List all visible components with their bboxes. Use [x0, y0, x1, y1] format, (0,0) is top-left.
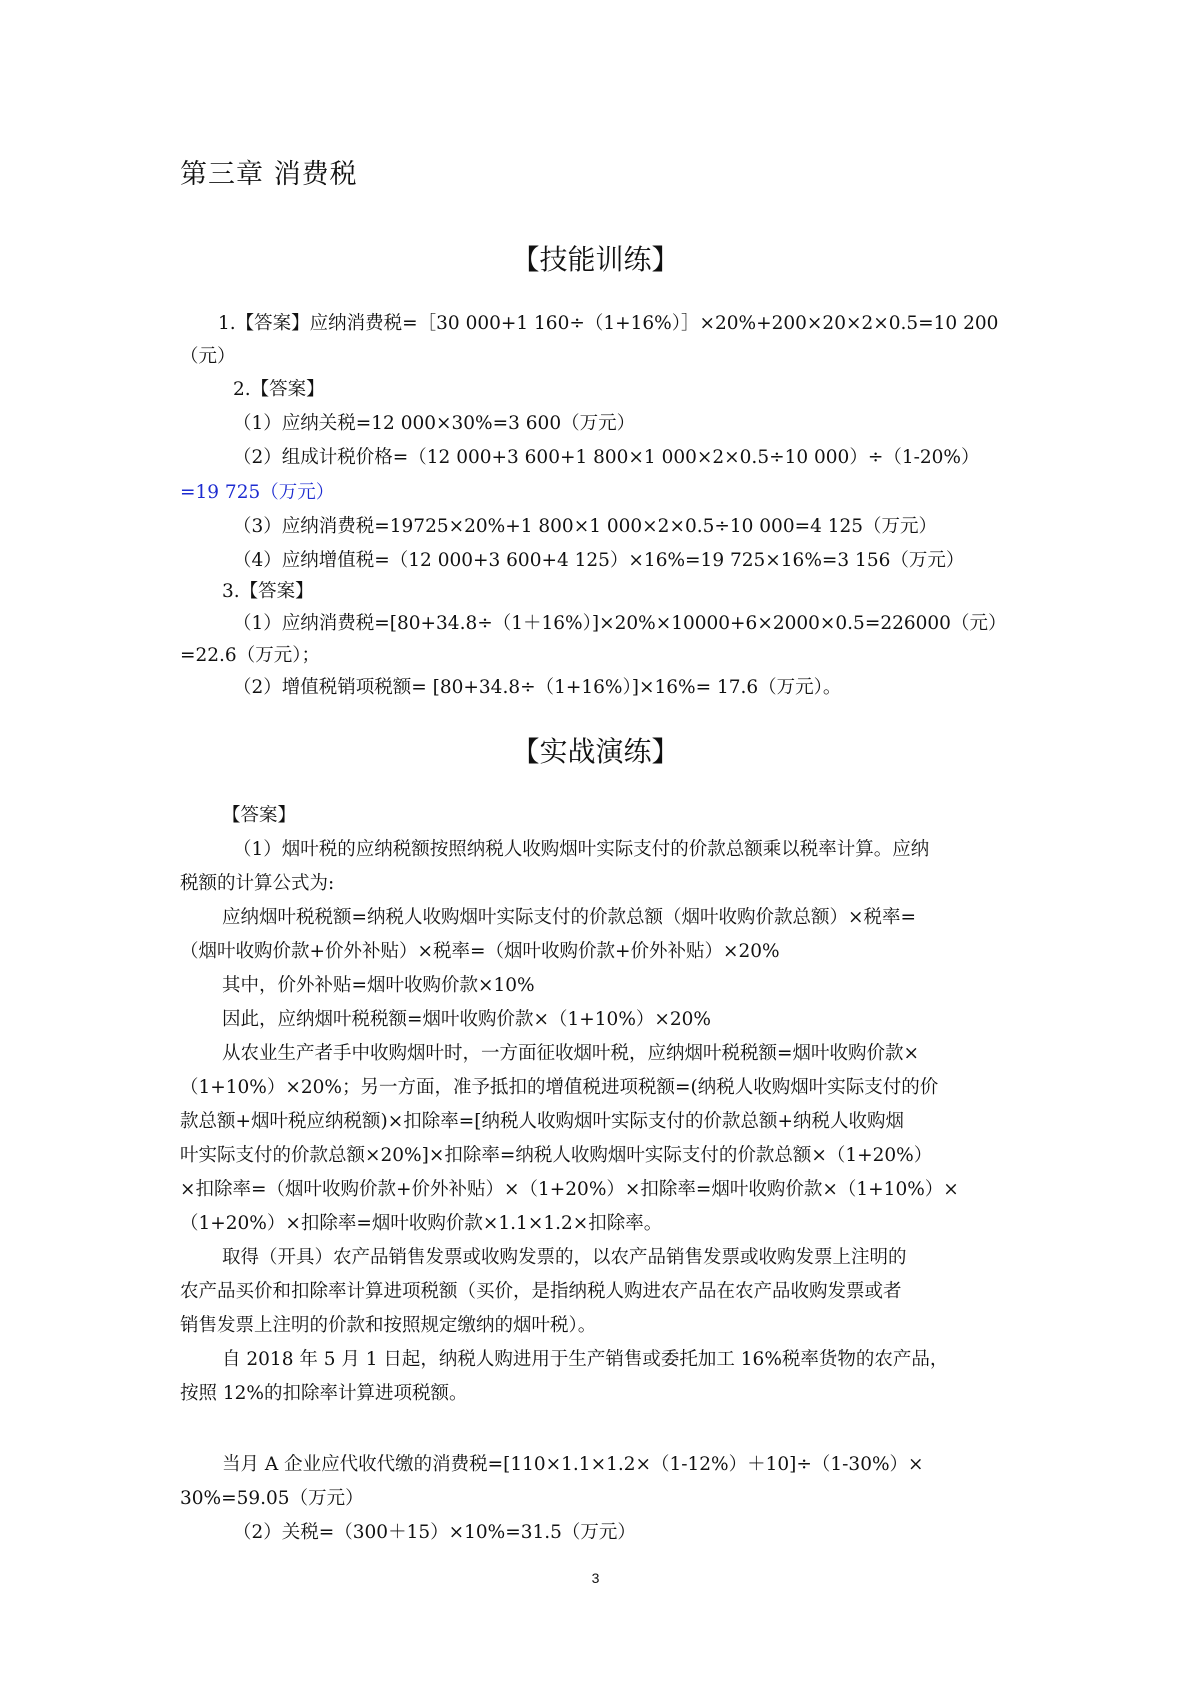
- skills-q1-line: 1.【答案】应纳消费税=［30 000+1 160÷（1+16%）］×20%+200×20×2×0.5=10 200: [218, 313, 999, 334]
- practice-line: 税额的计算公式为:: [180, 873, 335, 894]
- skills-q2-line: （1）应纳关税=12 000×30%=3 600（万元）: [233, 413, 636, 434]
- chapter-title: 第三章 消费税: [180, 159, 358, 190]
- skills-q2-line: （2）组成计税价格=（12 000+3 600+1 800×1 000×2×0.5÷10 000）÷（1-20%）: [233, 447, 980, 468]
- skills-q2-line: 2.【答案】: [233, 379, 325, 400]
- practice-line: 应纳烟叶税税额=纳税人收购烟叶实际支付的价款总额（烟叶收购价款总额）×税率=: [222, 907, 917, 928]
- practice-line: ×扣除率=（烟叶收购价款+价外补贴）×（1+20%）×扣除率=烟叶收购价款×（1+10%）×: [180, 1179, 959, 1200]
- practice-line: （2）关税=（300＋15）×10%=31.5（万元）: [233, 1522, 636, 1543]
- practice-line: 因此，应纳烟叶税税额=烟叶收购价款×（1+10%）×20%: [222, 1009, 712, 1030]
- practice-line: 款总额+烟叶税应纳税额)×扣除率=[纳税人收购烟叶实际支付的价款总额+纳税人收购烟: [180, 1111, 904, 1132]
- practice-line: 30%=59.05（万元）: [180, 1488, 364, 1509]
- practice-line: 从农业生产者手中收购烟叶时，一方面征收烟叶税，应纳烟叶税税额=烟叶收购价款×: [222, 1043, 920, 1064]
- practice-line: 叶实际支付的价款总额×20%]×扣除率=纳税人收购烟叶实际支付的价款总额×（1+20%）: [180, 1145, 933, 1166]
- practice-line: 【答案】: [222, 805, 297, 826]
- skills-q3-line: （1）应纳消费税=[80+34.8÷（1＋16%）]×20%×10000+6×2000×0.5=226000（元）: [233, 613, 1007, 634]
- skills-q3-line: 3.【答案】: [222, 581, 314, 602]
- section-heading-skills: 【技能训练】: [511, 243, 680, 276]
- practice-line: （1）烟叶税的应纳税额按照纳税人收购烟叶实际支付的价款总额乘以税率计算。应纳: [233, 839, 930, 860]
- practice-line: 取得（开具）农产品销售发票或收购发票的，以农产品销售发票或收购发票上注明的: [222, 1247, 907, 1268]
- practice-line: 按照 12%的扣除率计算进项税额。: [180, 1383, 468, 1404]
- skills-q1-line: （元）: [180, 346, 236, 367]
- practice-line: （1+10%）×20%；另一方面，准予抵扣的增值税进项税额=(纳税人收购烟叶实际支付的价: [180, 1077, 939, 1098]
- practice-line: （烟叶收购价款+价外补贴）×税率=（烟叶收购价款+价外补贴）×20%: [180, 941, 780, 962]
- skills-q2-line: （4）应纳增值税=（12 000+3 600+4 125）×16%=19 725×16%=3 156（万元）: [233, 550, 965, 571]
- skills-q3-line: （2）增值税销项税额= [80+34.8÷（1+16%）]×16%= 17.6（万元）。: [233, 677, 842, 698]
- practice-line: 当月 A 企业应代收代缴的消费税=[110×1.1×1.2×（1-12%）＋10]÷（1-30%）×: [222, 1454, 924, 1475]
- page-number: 3: [591, 1570, 600, 1586]
- practice-line: 农产品买价和扣除率计算进项税额（买价，是指纳税人购进农产品在农产品收购发票或者: [180, 1281, 902, 1302]
- skills-q2-line-highlighted: =19 725（万元）: [180, 482, 335, 503]
- practice-line: 销售发票上注明的价款和按照规定缴纳的烟叶税）。: [180, 1315, 597, 1336]
- practice-line: 其中，价外补贴=烟叶收购价款×10%: [222, 975, 535, 996]
- skills-q2-line: （3）应纳消费税=19725×20%+1 800×1 000×2×0.5÷10 000=4 125（万元）: [233, 516, 938, 537]
- practice-line: （1+20%）×扣除率=烟叶收购价款×1.1×1.2×扣除率。: [180, 1213, 663, 1234]
- skills-q3-line: =22.6（万元）；: [180, 645, 320, 666]
- section-heading-practice: 【实战演练】: [511, 735, 680, 768]
- practice-line: 自 2018 年 5 月 1 日起，纳税人购进用于生产销售或委托加工 16%税率货物的农产品，: [222, 1349, 949, 1370]
